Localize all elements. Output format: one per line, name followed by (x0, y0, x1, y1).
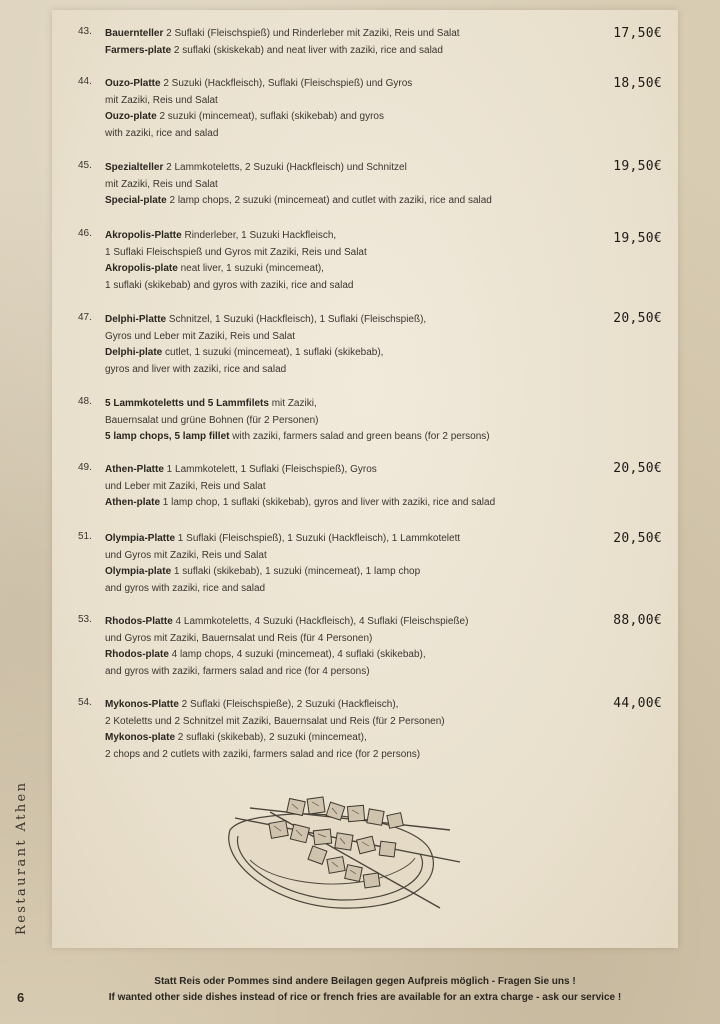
dish-details: 2 Suflaki (Fleischspieß) und Rinderleber mit Zaziki, Reis und Salat (163, 28, 460, 39)
dish-name: 5 Lammkoteletts und 5 Lammfilets (105, 398, 269, 409)
dish-name: Akropolis-plate (105, 263, 178, 275)
dish-details: 2 Suzuki (Hackfleisch), Suflaki (Fleischspieß) und Gyros (160, 78, 413, 89)
menu-item-number: 43. (78, 26, 92, 37)
dish-name: Rhodos-Platte (105, 616, 173, 627)
menu-item-description (105, 228, 565, 294)
menu-item-price: 18,50€ (613, 76, 662, 91)
dish-name: Olympia-plate (105, 566, 172, 578)
description-line (105, 581, 565, 598)
description-line (105, 631, 565, 648)
description-line (105, 345, 565, 362)
dish-name: Ouzo-plate (105, 111, 157, 123)
dish-name: Athen-plate (105, 497, 160, 509)
dish-details: 2 suflaki (skikebab), 2 suzuki (mincemeat), (175, 732, 367, 744)
description-line (105, 747, 565, 764)
dish-details: 1 suflaki (skikebab), 1 suzuki (mincemeat), 1 lamp chop (171, 566, 421, 578)
description-line (105, 261, 565, 278)
menu-item-price: 44,00€ (613, 696, 662, 711)
dish-details: 4 Lammkoteletts, 4 Suzuki (Hackfleisch), 4 Suflaki (Fleischspieße) (172, 616, 469, 627)
description-line (105, 697, 565, 714)
dish-details: 2 Lammkoteletts, 2 Suzuki (Hackfleisch) und Schnitzel (163, 162, 407, 173)
menu-item-description (105, 697, 565, 763)
description-line (105, 329, 565, 346)
menu-item-number: 49. (78, 462, 92, 473)
menu-item-price: 20,50€ (613, 531, 662, 546)
menu-item-number: 45. (78, 160, 92, 171)
description-line (105, 495, 565, 512)
footer-note-german: Statt Reis oder Pommes sind andere Beilagen gegen Aufpreis möglich - Fragen Sie uns ! (154, 976, 576, 987)
dish-details: 1 Suflaki (Fleischspieß), 1 Suzuki (Hackfleisch), 1 Lammkotelett (175, 533, 461, 544)
menu-item-number: 54. (78, 697, 92, 708)
menu-item-price: 19,50€ (613, 231, 662, 246)
description-line (105, 278, 565, 295)
dish-details: and gyros with zaziki, rice and salad (105, 582, 266, 594)
description-line (105, 177, 565, 194)
dish-name: Farmers-plate (105, 44, 172, 56)
dish-name: Rhodos-plate (105, 649, 169, 661)
menu-item-description (105, 312, 565, 378)
dish-details: 1 Lammkotelett, 1 Suflaki (Fleischspieß), Gyros (163, 464, 377, 475)
menu-item-price: 17,50€ (613, 26, 662, 41)
description-line (105, 43, 565, 60)
dish-name: Athen-Platte (105, 464, 164, 475)
description-line (105, 564, 565, 581)
description-line (105, 26, 565, 43)
menu-item-price: 20,50€ (613, 461, 662, 476)
dish-details: Schnitzel, 1 Suzuki (Hackfleisch), 1 Suflaki (Fleischspieß), (166, 314, 427, 325)
description-line (105, 93, 565, 110)
souvlaki-plate-illustration (210, 770, 470, 920)
dish-details: with zaziki, rice and salad (105, 127, 219, 139)
dish-details: 1 Suflaki Fleischspieß und Gyros mit Zaziki, Reis und Salat (105, 246, 367, 258)
menu-item-number: 44. (78, 76, 92, 87)
description-line (105, 312, 565, 329)
description-line (105, 730, 565, 747)
menu-item-price: 19,50€ (613, 159, 662, 174)
dish-details: und Leber mit Zaziki, Reis und Salat (105, 480, 266, 492)
menu-item-description (105, 160, 565, 210)
description-line (105, 429, 565, 446)
dish-name: Mykonos-Platte (105, 699, 179, 710)
dish-details: gyros and liver with zaziki, rice and salad (105, 363, 287, 375)
dish-details: 4 lamp chops, 4 suzuki (mincemeat), 4 suflaki (skikebab), (168, 649, 426, 661)
description-line (105, 413, 565, 430)
description-line (105, 362, 565, 379)
dish-details: 1 lamp chop, 1 suflaki (skikebab), gyros and liver with zaziki, rice and salad (160, 497, 496, 509)
description-line (105, 76, 565, 93)
description-line (105, 647, 565, 664)
dish-details: Gyros und Leber mit Zaziki, Reis und Salat (105, 330, 296, 342)
description-line (105, 228, 565, 245)
description-line (105, 714, 565, 731)
dish-details: and gyros with zaziki, farmers salad and rice (for 4 persons) (105, 665, 370, 677)
dish-details: 2 Suflaki (Fleischspieße), 2 Suzuki (Hackfleisch), (178, 699, 399, 710)
menu-item-number: 48. (78, 396, 92, 407)
dish-details: 2 chops and 2 cutlets with zaziki, farmers salad and rice (for 2 persons) (105, 748, 421, 760)
dish-details: 2 suzuki (mincemeat), suflaki (skikebab) and gyros (156, 111, 384, 123)
dish-name: Olympia-Platte (105, 533, 176, 544)
restaurant-name-vertical: Restaurant Athen (14, 780, 29, 935)
dish-details: mit Zaziki, Reis und Salat (105, 178, 218, 190)
dish-details: neat liver, 1 suzuki (mincemeat), (177, 263, 324, 275)
description-line (105, 245, 565, 262)
menu-item-price: 20,50€ (613, 311, 662, 326)
dish-name: Spezialteller (105, 162, 164, 173)
dish-details: 2 lamp chops, 2 suzuki (mincemeat) and cutlet with zaziki, rice and salad (166, 195, 492, 207)
menu-item-description (105, 76, 565, 142)
page-number: 6 (17, 990, 25, 1005)
dish-name: Special-plate (105, 195, 167, 207)
description-line (105, 126, 565, 143)
dish-details: mit Zaziki, (268, 398, 317, 409)
description-line (105, 664, 565, 681)
dish-details: Rinderleber, 1 Suzuki Hackfleisch, (181, 230, 337, 241)
menu-item-number: 51. (78, 531, 92, 542)
menu-item-number: 47. (78, 312, 92, 323)
dish-name: Bauernteller (105, 28, 164, 39)
dish-name: 5 lamp chops, 5 lamp fillet (105, 431, 230, 443)
description-line (105, 548, 565, 565)
dish-name: Akropolis-Platte (105, 230, 182, 241)
description-line (105, 479, 565, 496)
dish-name: Delphi-Platte (105, 314, 167, 325)
dish-name: Mykonos-plate (105, 732, 176, 744)
description-line (105, 160, 565, 177)
description-line (105, 462, 565, 479)
menu-item-number: 53. (78, 614, 92, 625)
description-line (105, 109, 565, 126)
menu-item-price: 88,00€ (613, 613, 662, 628)
dish-details: 2 Koteletts und 2 Schnitzel mit Zaziki, Bauernsalat und Reis (für 2 Personen) (105, 715, 445, 727)
menu-item-description (105, 26, 565, 59)
description-line (105, 614, 565, 631)
dish-details: Bauernsalat und grüne Bohnen (für 2 Personen) (105, 414, 319, 426)
dish-details: mit Zaziki, Reis und Salat (105, 94, 218, 106)
dish-details: with zaziki, farmers salad and green beans (for 2 persons) (229, 431, 490, 443)
dish-details: cutlet, 1 suzuki (mincemeat), 1 suflaki (skikebab), (162, 347, 384, 359)
description-line (105, 396, 565, 413)
dish-name: Ouzo-Platte (105, 78, 161, 89)
dish-details: und Gyros mit Zaziki, Bauernsalat und Reis (für 4 Personen) (105, 632, 373, 644)
dish-details: 2 suflaki (skiskekab) and neat liver with zaziki, rice and salad (171, 44, 443, 56)
menu-item-number: 46. (78, 228, 92, 239)
description-line (105, 193, 565, 210)
footer-note (52, 974, 678, 1006)
dish-details: und Gyros mit Zaziki, Reis und Salat (105, 549, 267, 561)
menu-item-description (105, 614, 565, 680)
menu-item-description (105, 462, 565, 512)
menu-item-description (105, 531, 565, 597)
footer-note-english: If wanted other side dishes instead of rice or french fries are available for an extra charge - ask our service ! (108, 992, 622, 1003)
dish-name: Delphi-plate (105, 347, 163, 359)
dish-details: 1 suflaki (skikebab) and gyros with zaziki, rice and salad (105, 279, 354, 291)
menu-item-description (105, 396, 565, 446)
description-line (105, 531, 565, 548)
